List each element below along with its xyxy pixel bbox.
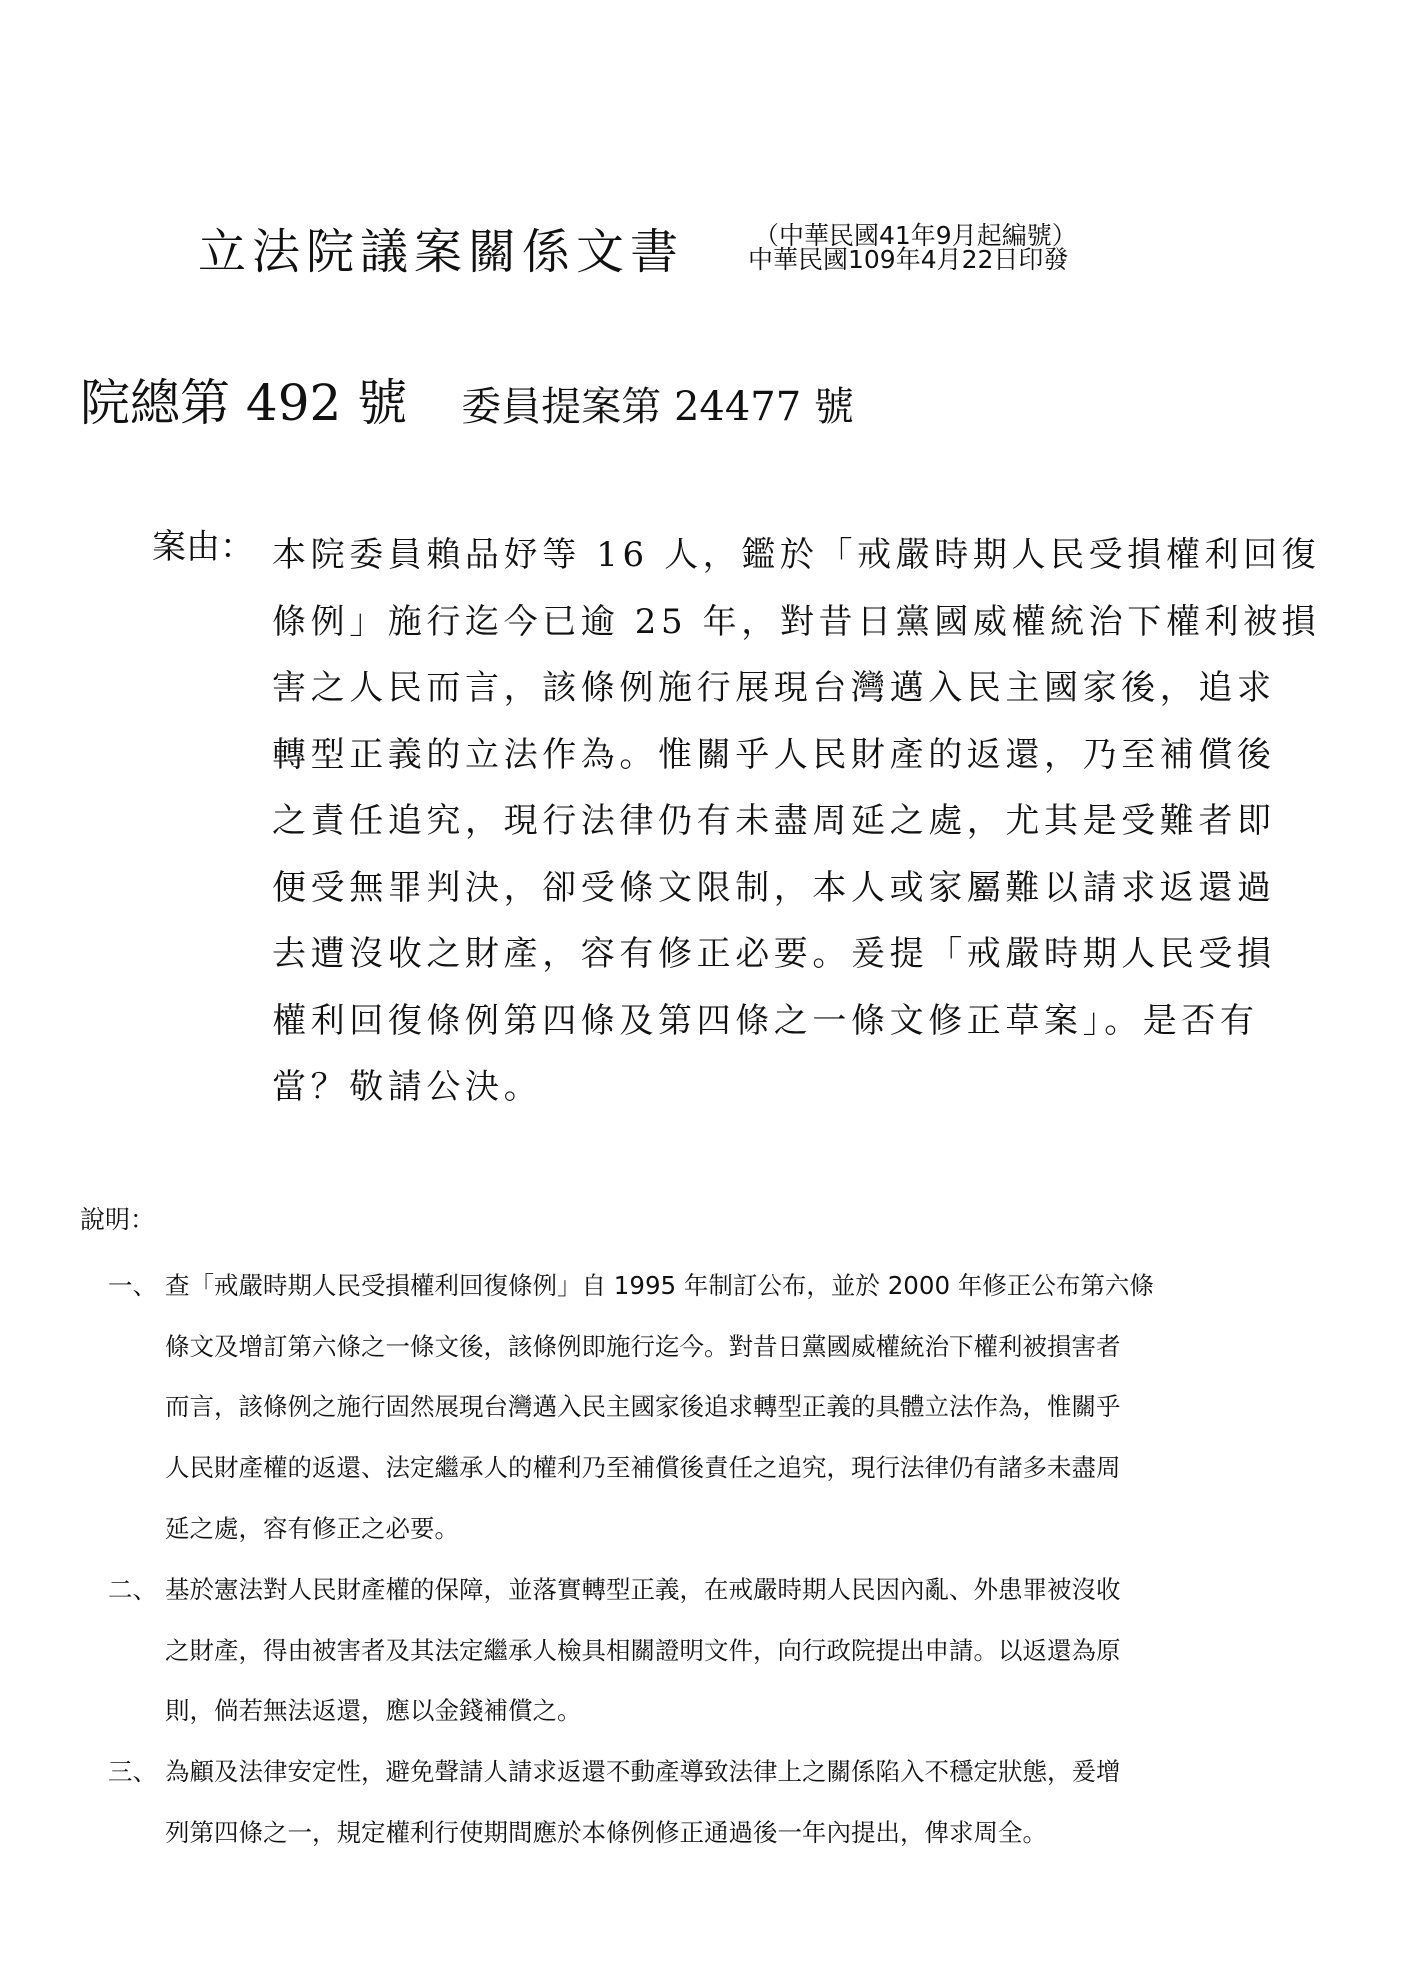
case-line: 害之人民而言，該條例施行展現台灣邁入民主國家後，追求 xyxy=(272,668,1276,708)
case-line: 權利回復條例第四條及第四條之一條文修正草案」。是否有 xyxy=(272,1000,1259,1041)
explanation-item-2 xyxy=(108,1560,1338,1742)
explanation-line: 人民財產權的返還、法定繼承人的權利乃至補償後責任之追究，現行法律仍有諸多未盡周 xyxy=(165,1453,1121,1483)
numbering-note: （中華民國41年9月起編號） xyxy=(754,221,1077,250)
explanation-heading: 說明： xyxy=(80,1205,156,1234)
explanation-line: 延之處，容有修正之必要。 xyxy=(165,1513,459,1543)
case-line: 轉型正義的立法作為。惟關乎人民財產的返還，乃至補償後 xyxy=(272,734,1276,775)
case-line: 之責任追究，現行法律仍有未盡周延之處，尤其是受難者即 xyxy=(272,801,1276,841)
print-date: 中華民國109年4月22日印發 xyxy=(748,245,1069,274)
general-number: 院總第 492 號 xyxy=(80,374,408,432)
explanation-item-1 xyxy=(108,1256,1338,1560)
document-title: 立法院議案關係文書 xyxy=(198,224,685,280)
case-line: 當？敬請公決。 xyxy=(272,1067,543,1107)
reference-numbers xyxy=(80,374,854,432)
item-number: 一、 xyxy=(108,1271,157,1300)
case-reason xyxy=(272,522,1332,1121)
item-number: 三、 xyxy=(108,1757,157,1786)
case-line: 便受無罪判決，卻受條文限制，本人或家屬難以請求返還過 xyxy=(272,867,1276,908)
case-line: 條例」施行迄今已逾 25 年，對昔日黨國威權統治下權利被損 xyxy=(272,601,1321,642)
explanation-line: 列第四條之一，規定權利行使期間應於本條例修正通過後一年內提出，俾求周全。 xyxy=(165,1817,1047,1847)
proposal-number: 委員提案第 24477 號 xyxy=(461,384,854,430)
explanation-line: 三、 為顧及法律安定性，避免聲請人請求返還不動產導致法律上之關係陷入不穩定狀態，爰增 xyxy=(108,1742,1338,1803)
explanation-line: 之財產，得由被害者及其法定繼承人檢具相關證明文件，向行政院提出申請。以返還為原 xyxy=(165,1635,1121,1665)
explanation-line: 則，倘若無法返還，應以金錢補償之。 xyxy=(165,1696,582,1726)
case-label: 案由： xyxy=(152,527,254,567)
item-number: 二、 xyxy=(108,1575,157,1604)
case-line: 本院委員賴品妤等 16 人，鑑於「戒嚴時期人民受損權利回復 xyxy=(272,535,1321,575)
case-line: 去遭沒收之財產，容有修正必要。爰提「戒嚴時期人民受損 xyxy=(272,934,1276,974)
explanation-line: 而言，該條例之施行固然展現台灣邁入民主國家後追求轉型正義的具體立法作為，惟關乎 xyxy=(165,1392,1121,1422)
explanation-line: 一、 查「戒嚴時期人民受損權利回復條例」自 1995 年制訂公布，並於 2000 年修正公布第六條 xyxy=(108,1256,1338,1317)
explanation-item-3 xyxy=(108,1742,1338,1863)
explanation-line: 二、 基於憲法對人民財產權的保障，並落實轉型正義，在戒嚴時期人民因內亂、外患罪被沒收 xyxy=(108,1560,1338,1621)
document-meta xyxy=(748,221,1077,274)
explanation-line: 條文及增訂第六條之一條文後，該條例即施行迄今。對昔日黨國威權統治下權利被損害者 xyxy=(165,1331,1121,1361)
